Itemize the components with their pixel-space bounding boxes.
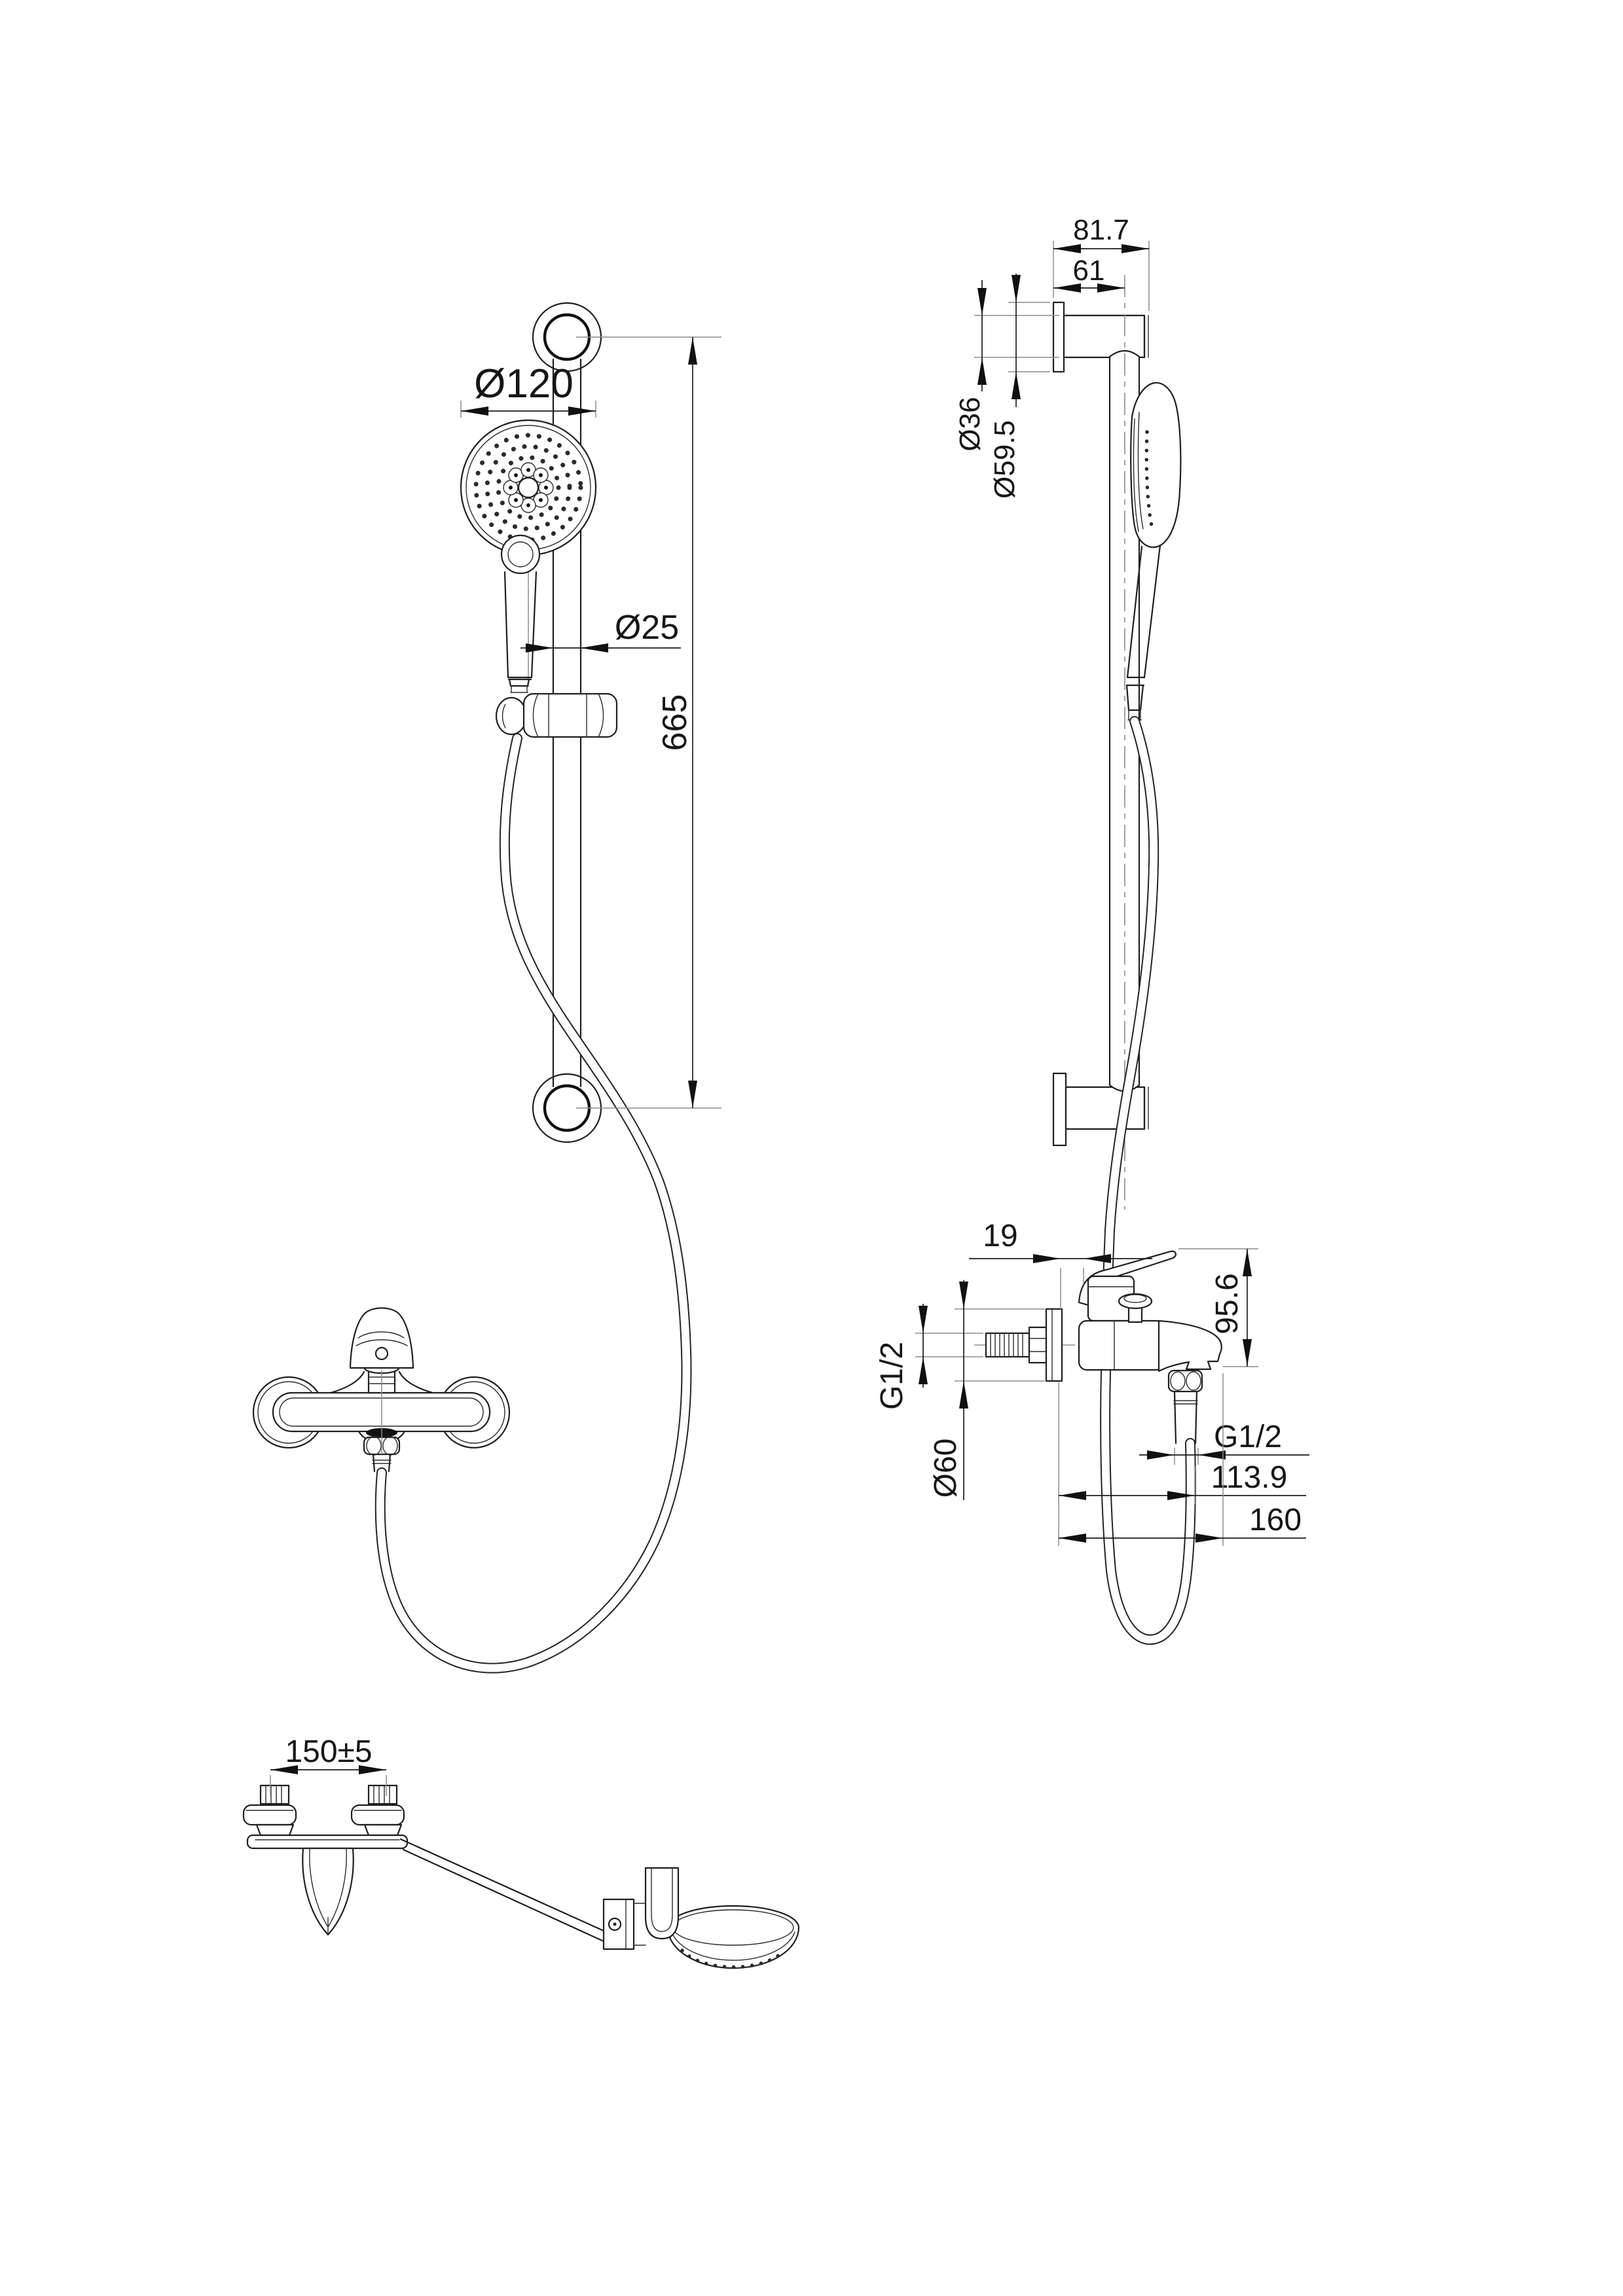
- view-mixer-front: [253, 1308, 509, 1472]
- hand-shower-handle: [505, 572, 536, 692]
- top-hose-run: [401, 1839, 604, 1941]
- dim-label-flange-diameter-rail: Ø59.5: [989, 420, 1021, 499]
- dim-label-spout-reach: 160: [1249, 1503, 1302, 1537]
- shower-hose-side-lower: [1105, 1372, 1191, 1640]
- top-inlet-left: [244, 1785, 296, 1835]
- dim-flange-diameter-rail: [989, 274, 1050, 499]
- dim-label-inlet-spacing: 150±5: [285, 1734, 373, 1769]
- dim-label-arm-diameter: Ø36: [954, 397, 986, 452]
- view-mixer-top: [244, 1785, 799, 1968]
- shower-hose-front: [380, 738, 687, 1668]
- dim-inlet-thread: [875, 1304, 983, 1410]
- mixer-hose-connector-side: [1169, 1371, 1202, 1443]
- dim-label-bracket-total-depth: 81.7: [1073, 214, 1129, 246]
- dim-label-outlet-offset: 113.9: [1211, 1460, 1288, 1495]
- handle-joint-outer: [501, 535, 539, 573]
- mixer-handle-front: [350, 1308, 413, 1369]
- top-handle-teardrop: [302, 1848, 353, 1935]
- mixer-body-side: [1079, 1321, 1164, 1370]
- mixer-inlet-side: [974, 1309, 1080, 1381]
- dim-label-outlet-thread: G1/2: [1213, 1420, 1283, 1454]
- dim-label-rail-length: 665: [656, 694, 694, 751]
- top-shower-head: [668, 1906, 799, 1968]
- dim-label-body-height: 95.6: [1210, 1273, 1245, 1335]
- top-mixer-body: [247, 1835, 407, 1848]
- dim-label-flange-offset: 19: [983, 1219, 1018, 1253]
- dim-spout-reach: [1059, 1373, 1306, 1546]
- inlet-hex-nut: [1029, 1327, 1046, 1363]
- view-rail-side: [1053, 275, 1180, 1316]
- top-inlet-right: [352, 1785, 404, 1835]
- dim-label-rail-diameter: Ø25: [614, 609, 680, 647]
- dim-rail-diameter: [520, 609, 681, 653]
- dim-bracket-axis-depth: [1053, 255, 1125, 293]
- dim-label-bracket-axis-depth: 61: [1072, 255, 1105, 287]
- dim-label-flange-diameter-mixer: Ø60: [928, 1438, 963, 1498]
- rail-slider-holder: [496, 694, 617, 737]
- top-holder-fork: [646, 1868, 678, 1939]
- wall-flange-side: [1046, 1309, 1062, 1381]
- head-center-cap: [519, 478, 538, 497]
- dim-flange-diameter-mixer: [928, 1280, 1045, 1500]
- dim-outlet-thread: [1139, 1420, 1309, 1465]
- top-bracket-plate: [604, 1899, 646, 1949]
- dim-label-inlet-thread: G1/2: [875, 1341, 909, 1410]
- view-rail-front: [461, 303, 617, 1142]
- dim-label-head-diameter: Ø120: [474, 361, 574, 406]
